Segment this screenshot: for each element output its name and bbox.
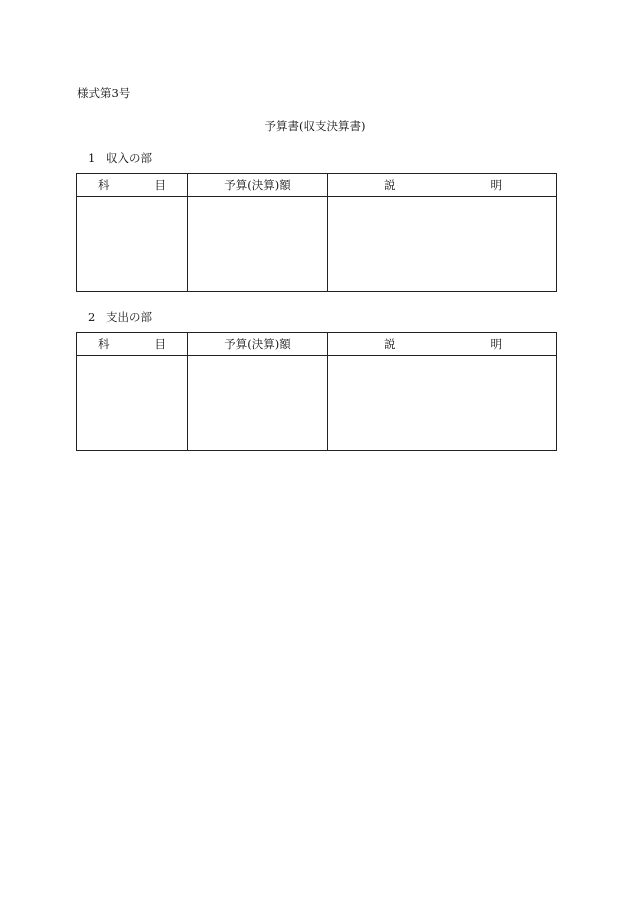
column-header-item-char-1: 科	[98, 337, 110, 351]
form-number: 様式第3号	[77, 86, 131, 100]
column-header-item	[77, 333, 188, 356]
column-header-item-char-1: 科	[98, 178, 110, 192]
column-header-description-char-2: 明	[490, 178, 502, 192]
section-heading-income	[88, 150, 152, 166]
table-header-row	[77, 333, 557, 356]
table-header-row	[77, 174, 557, 197]
section-heading-expense	[88, 309, 152, 325]
description-cell[interactable]	[328, 197, 557, 292]
item-cell[interactable]	[77, 197, 188, 292]
column-header-description-char-2: 明	[490, 337, 502, 351]
income-table	[76, 173, 557, 292]
description-cell[interactable]	[328, 356, 557, 451]
column-header-item-char-2: 目	[154, 178, 166, 192]
expense-table	[76, 332, 557, 451]
column-header-item	[77, 174, 188, 197]
column-header-amount: 予算(決算)額	[188, 333, 328, 356]
table-row	[77, 356, 557, 451]
document-title: 予算書(収支決算書)	[264, 119, 366, 133]
column-header-item-char-2: 目	[154, 337, 166, 351]
section-number: 2	[88, 310, 96, 324]
amount-cell[interactable]	[188, 197, 328, 292]
amount-cell[interactable]	[188, 356, 328, 451]
table-row	[77, 197, 557, 292]
section-label: 支出の部	[106, 310, 152, 324]
section-number: 1	[88, 151, 96, 165]
column-header-description	[328, 333, 557, 356]
column-header-description-char-1: 説	[384, 337, 396, 351]
column-header-description	[328, 174, 557, 197]
item-cell[interactable]	[77, 356, 188, 451]
column-header-amount: 予算(決算)額	[188, 174, 328, 197]
column-header-description-char-1: 説	[384, 178, 396, 192]
section-label: 収入の部	[106, 151, 152, 165]
